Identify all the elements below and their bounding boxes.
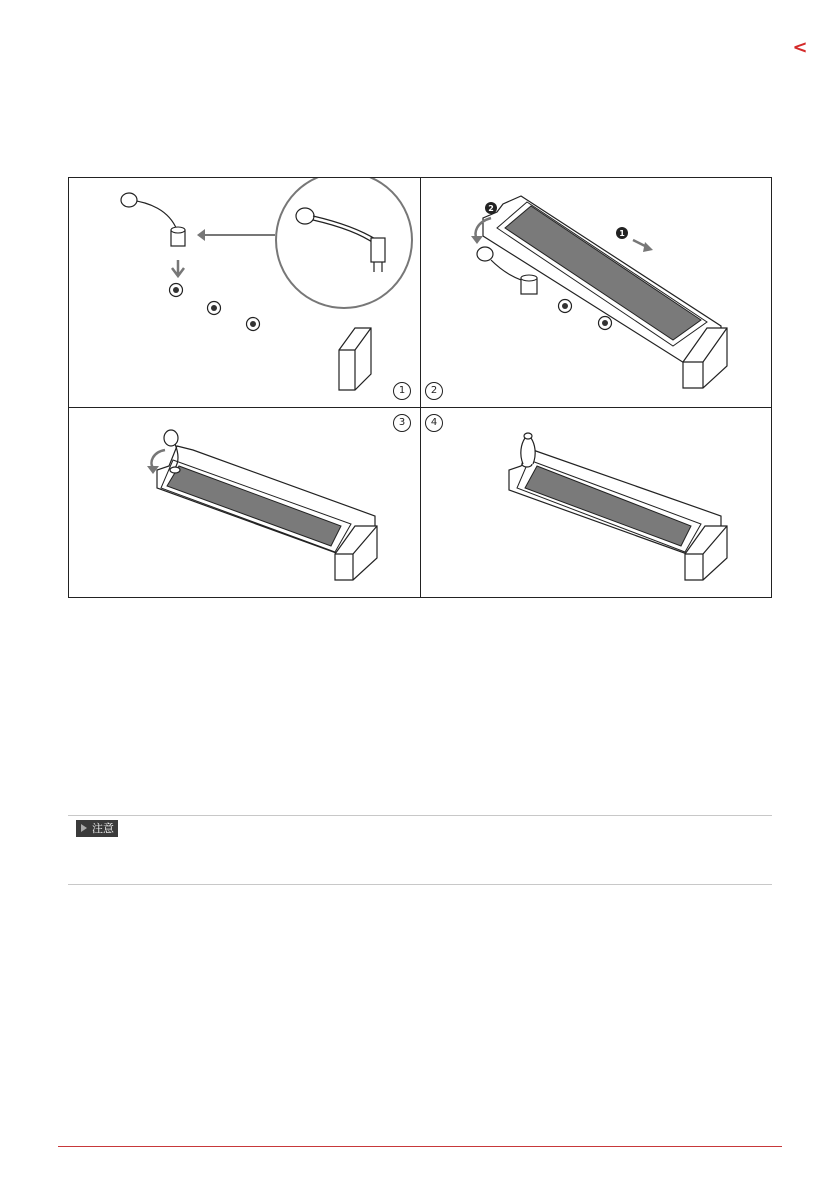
back-chevron-icon[interactable]: < (792, 37, 808, 58)
substep-1-marker: 1 (619, 229, 625, 238)
step-3-illustration (69, 408, 421, 597)
step-3-panel (69, 408, 421, 597)
step-1-illustration (69, 178, 421, 408)
step-1-number: 1 (393, 382, 411, 400)
m2-installation-figure (68, 177, 772, 598)
step-4-panel (421, 408, 771, 597)
step-2-illustration (421, 178, 771, 408)
step-4-number: 4 (425, 414, 443, 432)
note-label: 注意 (92, 822, 114, 835)
step-2-panel (421, 178, 771, 408)
note-badge (76, 820, 118, 837)
step-3-number: 3 (393, 414, 411, 432)
step-2-number: 2 (425, 382, 443, 400)
note-bottom-divider (68, 884, 772, 885)
substep-2-marker: 2 (488, 204, 494, 213)
note-top-divider (68, 815, 772, 816)
footer-divider (58, 1146, 782, 1147)
step-1-panel (69, 178, 421, 408)
play-triangle-icon (81, 824, 87, 832)
step-4-illustration (421, 408, 771, 597)
